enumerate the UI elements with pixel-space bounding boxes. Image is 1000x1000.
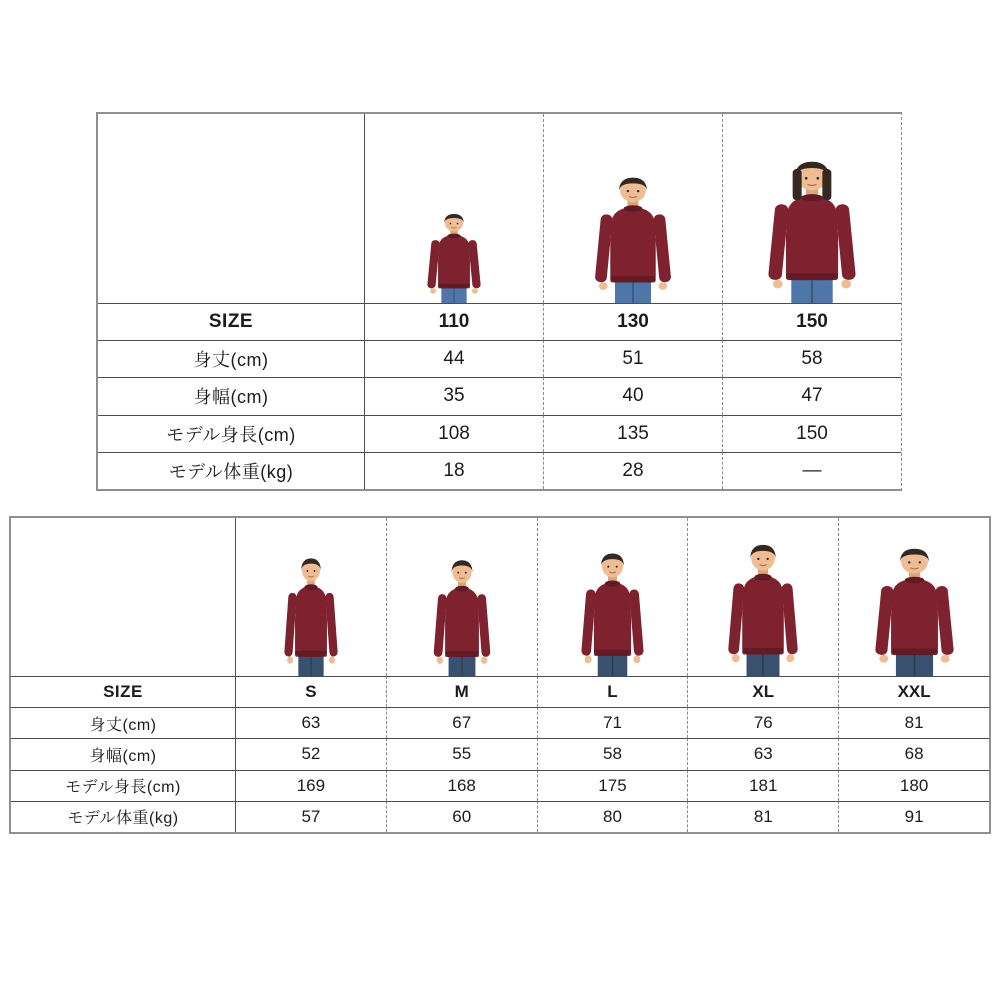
kids-size-table (96, 112, 902, 491)
adults-photo-corner-cell (11, 518, 235, 676)
kids-body-length-label: 身丈(cm) (98, 340, 364, 377)
adults-body-width-l: 58 (537, 738, 688, 769)
kids-body-width-150: 47 (722, 377, 901, 414)
man-figure-icon (720, 539, 806, 676)
model-photo-s (235, 518, 386, 676)
adults-size-table (9, 516, 991, 834)
adults-size-m-cell: M (386, 676, 537, 707)
adults-model-weight-l: 80 (537, 801, 688, 832)
adults-body-length-s: 63 (235, 707, 386, 738)
adults-model-weight-label: モデル体重(kg) (11, 801, 235, 832)
teen-girl-figure-icon (758, 157, 866, 303)
adults-model-weight-xxl: 91 (838, 801, 989, 832)
adults-size-header-cell: SIZE (11, 676, 235, 707)
man-figure-icon (574, 548, 651, 676)
kids-photo-corner-cell (98, 114, 364, 303)
kids-model-height-label: モデル身長(cm) (98, 415, 364, 452)
kids-body-width-110: 35 (364, 377, 543, 414)
adults-model-height-label: モデル身長(cm) (11, 770, 235, 801)
kids-model-weight-110: 18 (364, 452, 543, 489)
model-photo-xl (687, 518, 838, 676)
man-figure-icon (427, 555, 497, 676)
kids-size-header-cell: SIZE (98, 303, 364, 340)
kids-body-width-label: 身幅(cm) (98, 377, 364, 414)
adults-body-width-m: 55 (386, 738, 537, 769)
adults-size-xl-cell: XL (687, 676, 838, 707)
man-figure-icon (278, 553, 344, 676)
adults-body-width-xxl: 68 (838, 738, 989, 769)
adults-model-height-xxl: 180 (838, 770, 989, 801)
kids-size-110-cell: 110 (364, 303, 543, 340)
adults-body-width-s: 52 (235, 738, 386, 769)
adults-size-s-cell: S (235, 676, 386, 707)
adults-body-length-label: 身丈(cm) (11, 707, 235, 738)
model-photo-xxl (838, 518, 989, 676)
adults-body-length-xxl: 81 (838, 707, 989, 738)
kids-model-height-130: 135 (543, 415, 722, 452)
kids-model-weight-label: モデル体重(kg) (98, 452, 364, 489)
kids-size-150-cell: 150 (722, 303, 901, 340)
model-photo-110 (364, 114, 543, 303)
kids-body-length-110: 44 (364, 340, 543, 377)
adults-body-width-xl: 63 (687, 738, 838, 769)
child-boy-figure-icon (586, 172, 680, 303)
kids-model-weight-150: — (722, 452, 901, 489)
adults-body-length-l: 71 (537, 707, 688, 738)
child-boy-figure-icon (421, 210, 487, 303)
kids-body-length-150: 58 (722, 340, 901, 377)
adults-model-weight-s: 57 (235, 801, 386, 832)
kids-body-width-130: 40 (543, 377, 722, 414)
kids-size-130-cell: 130 (543, 303, 722, 340)
adults-model-weight-xl: 81 (687, 801, 838, 832)
adults-body-length-xl: 76 (687, 707, 838, 738)
adults-body-width-label: 身幅(cm) (11, 738, 235, 769)
model-photo-130 (543, 114, 722, 303)
kids-body-length-130: 51 (543, 340, 722, 377)
model-photo-150 (722, 114, 901, 303)
adults-size-l-cell: L (537, 676, 688, 707)
adults-model-height-xl: 181 (687, 770, 838, 801)
kids-model-height-110: 108 (364, 415, 543, 452)
kids-model-weight-130: 28 (543, 452, 722, 489)
adults-size-xxl-cell: XXL (838, 676, 989, 707)
adults-model-height-s: 169 (235, 770, 386, 801)
adults-model-height-m: 168 (386, 770, 537, 801)
kids-model-height-150: 150 (722, 415, 901, 452)
adults-body-length-m: 67 (386, 707, 537, 738)
adults-model-weight-m: 60 (386, 801, 537, 832)
man-figure-icon (866, 543, 963, 676)
model-photo-m (386, 518, 537, 676)
model-photo-l (537, 518, 688, 676)
adults-model-height-l: 175 (537, 770, 688, 801)
